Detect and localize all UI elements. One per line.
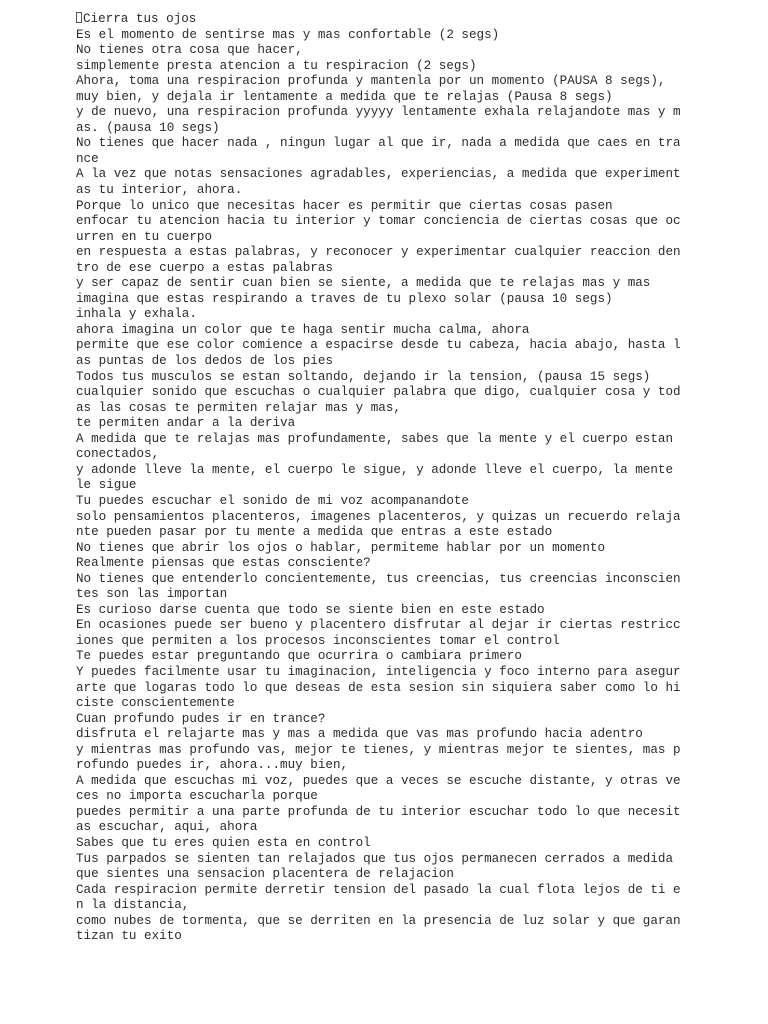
text-line: Es curioso darse cuenta que todo se siente bien en este estado	[76, 602, 545, 617]
text-line: como nubes de tormenta, que se derriten en la presencia de luz solar y que garan	[76, 913, 681, 928]
text-line: arte que logaras todo lo que deseas de esta sesion sin siquiera saber como lo hi	[76, 680, 681, 695]
text-line: Cierra tus ojos	[76, 12, 756, 28]
text-line: simplemente presta atencion a tu respiracion (2 segs)	[76, 58, 477, 73]
text-line: urren en tu cuerpo	[76, 229, 213, 244]
text-line: cualquier sonido que escuchas o cualquier palabra que digo, cualquier cosa y tod	[76, 385, 681, 400]
text-line: ahora imagina un color que te haga sentir mucha calma, ahora	[76, 322, 530, 337]
text-line: y mientras mas profundo vas, mejor te tienes, y mientras mejor te sientes, mas p	[76, 742, 681, 757]
text-line: as tu interior, ahora.	[76, 183, 243, 198]
text-line: nte pueden pasar por tu mente a medida que entras a este estado	[76, 525, 553, 540]
text-line: y de nuevo, una respiracion profunda yyyyy lentamente exhala relajandote mas y m	[76, 105, 681, 120]
text-line: No tienes que hacer nada , ningun lugar al que ir, nada a medida que caes en tra	[76, 136, 681, 151]
text-line: iones que permiten a los procesos inconscientes tomar el control	[76, 633, 560, 648]
text-line: Ahora, toma una respiracion profunda y mantenla por un momento (PAUSA 8 segs),	[76, 74, 666, 89]
text-line: ces no importa escucharla porque	[76, 789, 318, 804]
text-line: No tienes otra cosa que hacer,	[76, 43, 303, 58]
text-line: tro de ese cuerpo a estas palabras	[76, 260, 333, 275]
text-line: y ser capaz de sentir cuan bien se siente, a medida que te relajas mas y mas	[76, 276, 651, 291]
text-line: as puntas de los dedos de los pies	[76, 354, 333, 369]
text-line: A medida que te relajas mas profundamente, sabes que la mente y el cuerpo estan	[76, 431, 674, 446]
text-line: inhala y exhala.	[76, 307, 197, 322]
text-line: En ocasiones puede ser bueno y placentero disfrutar al dejar ir ciertas restricc	[76, 618, 681, 633]
text-line: imagina que estas respirando a traves de tu plexo solar (pausa 10 segs)	[76, 291, 613, 306]
text-line: Realmente piensas que estas consciente?	[76, 556, 371, 571]
text-line: tizan tu exito	[76, 929, 182, 944]
text-line: tes son las importan	[76, 587, 228, 602]
text-line: disfruta el relajarte mas y mas a medida que vas mas profundo hacia adentro	[76, 727, 643, 742]
text-line: enfocar tu atencion hacia tu interior y tomar conciencia de ciertas cosas que oc	[76, 214, 681, 229]
text-line: en respuesta a estas palabras, y reconocer y experimentar cualquier reaccion den	[76, 245, 681, 260]
text-line: que sientes una sensacion placentera de relajacion	[76, 867, 454, 882]
text-line: A la vez que notas sensaciones agradables, experiencias, a medida que experiment	[76, 167, 681, 182]
text-line: rofundo puedes ir, ahora...muy bien,	[76, 758, 349, 773]
text-line: Sabes que tu eres quien esta en control	[76, 835, 371, 850]
text-line: No tienes que abrir los ojos o hablar, permiteme hablar por un momento	[76, 540, 606, 555]
document-body	[76, 12, 756, 945]
text-line: Es el momento de sentirse mas y mas confortable (2 segs)	[76, 27, 500, 42]
text-line: Tu puedes escuchar el sonido de mi voz acompanandote	[76, 493, 469, 508]
text-line: Te puedes estar preguntando que ocurrira o cambiara primero	[76, 649, 522, 664]
text-line: conectados,	[76, 447, 160, 462]
text-line: Y puedes facilmente usar tu imaginacion, inteligencia y foco interno para asegur	[76, 664, 681, 679]
text-line: A medida que escuchas mi voz, puedes que a veces se escuche distante, y otras ve	[76, 773, 681, 788]
text-line: as las cosas te permiten relajar mas y mas,	[76, 400, 401, 415]
text-line: ciste conscientemente	[76, 696, 235, 711]
text-line: muy bien, y dejala ir lentamente a medida que te relajas (Pausa 8 segs)	[76, 89, 613, 104]
text-line: Cuan profundo pudes ir en trance?	[76, 711, 326, 726]
text-line: as escuchar, aqui, ahora	[76, 820, 258, 835]
text-line: as. (pausa 10 segs)	[76, 120, 220, 135]
text-line: n la distancia,	[76, 898, 190, 913]
text-line: solo pensamientos placenteros, imagenes placenteros, y quizas un recuerdo relaja	[76, 509, 681, 524]
missing-glyph-icon	[76, 12, 82, 23]
text-line: Porque lo unico que necesitas hacer es permitir que ciertas cosas pasen	[76, 198, 613, 213]
text-line: Todos tus musculos se estan soltando, dejando ir la tension, (pausa 15 segs)	[76, 369, 651, 384]
text-line: No tienes que entenderlo concientemente, tus creencias, tus creencias inconscien	[76, 571, 681, 586]
text-line: y adonde lleve la mente, el cuerpo le sigue, y adonde lleve el cuerpo, la mente	[76, 462, 674, 477]
text-line: Cada respiracion permite derretir tension del pasado la cual flota lejos de ti e	[76, 882, 681, 897]
text-line: te permiten andar a la deriva	[76, 416, 296, 431]
text-line: permite que ese color comience a espacirse desde tu cabeza, hacia abajo, hasta l	[76, 338, 681, 353]
text-line: puedes permitir a una parte profunda de tu interior escuchar todo lo que necesit	[76, 804, 681, 819]
text-line: Tus parpados se sienten tan relajados que tus ojos permanecen cerrados a medida	[76, 851, 674, 866]
text-line: le sigue	[76, 478, 137, 493]
text-line: nce	[76, 151, 99, 166]
